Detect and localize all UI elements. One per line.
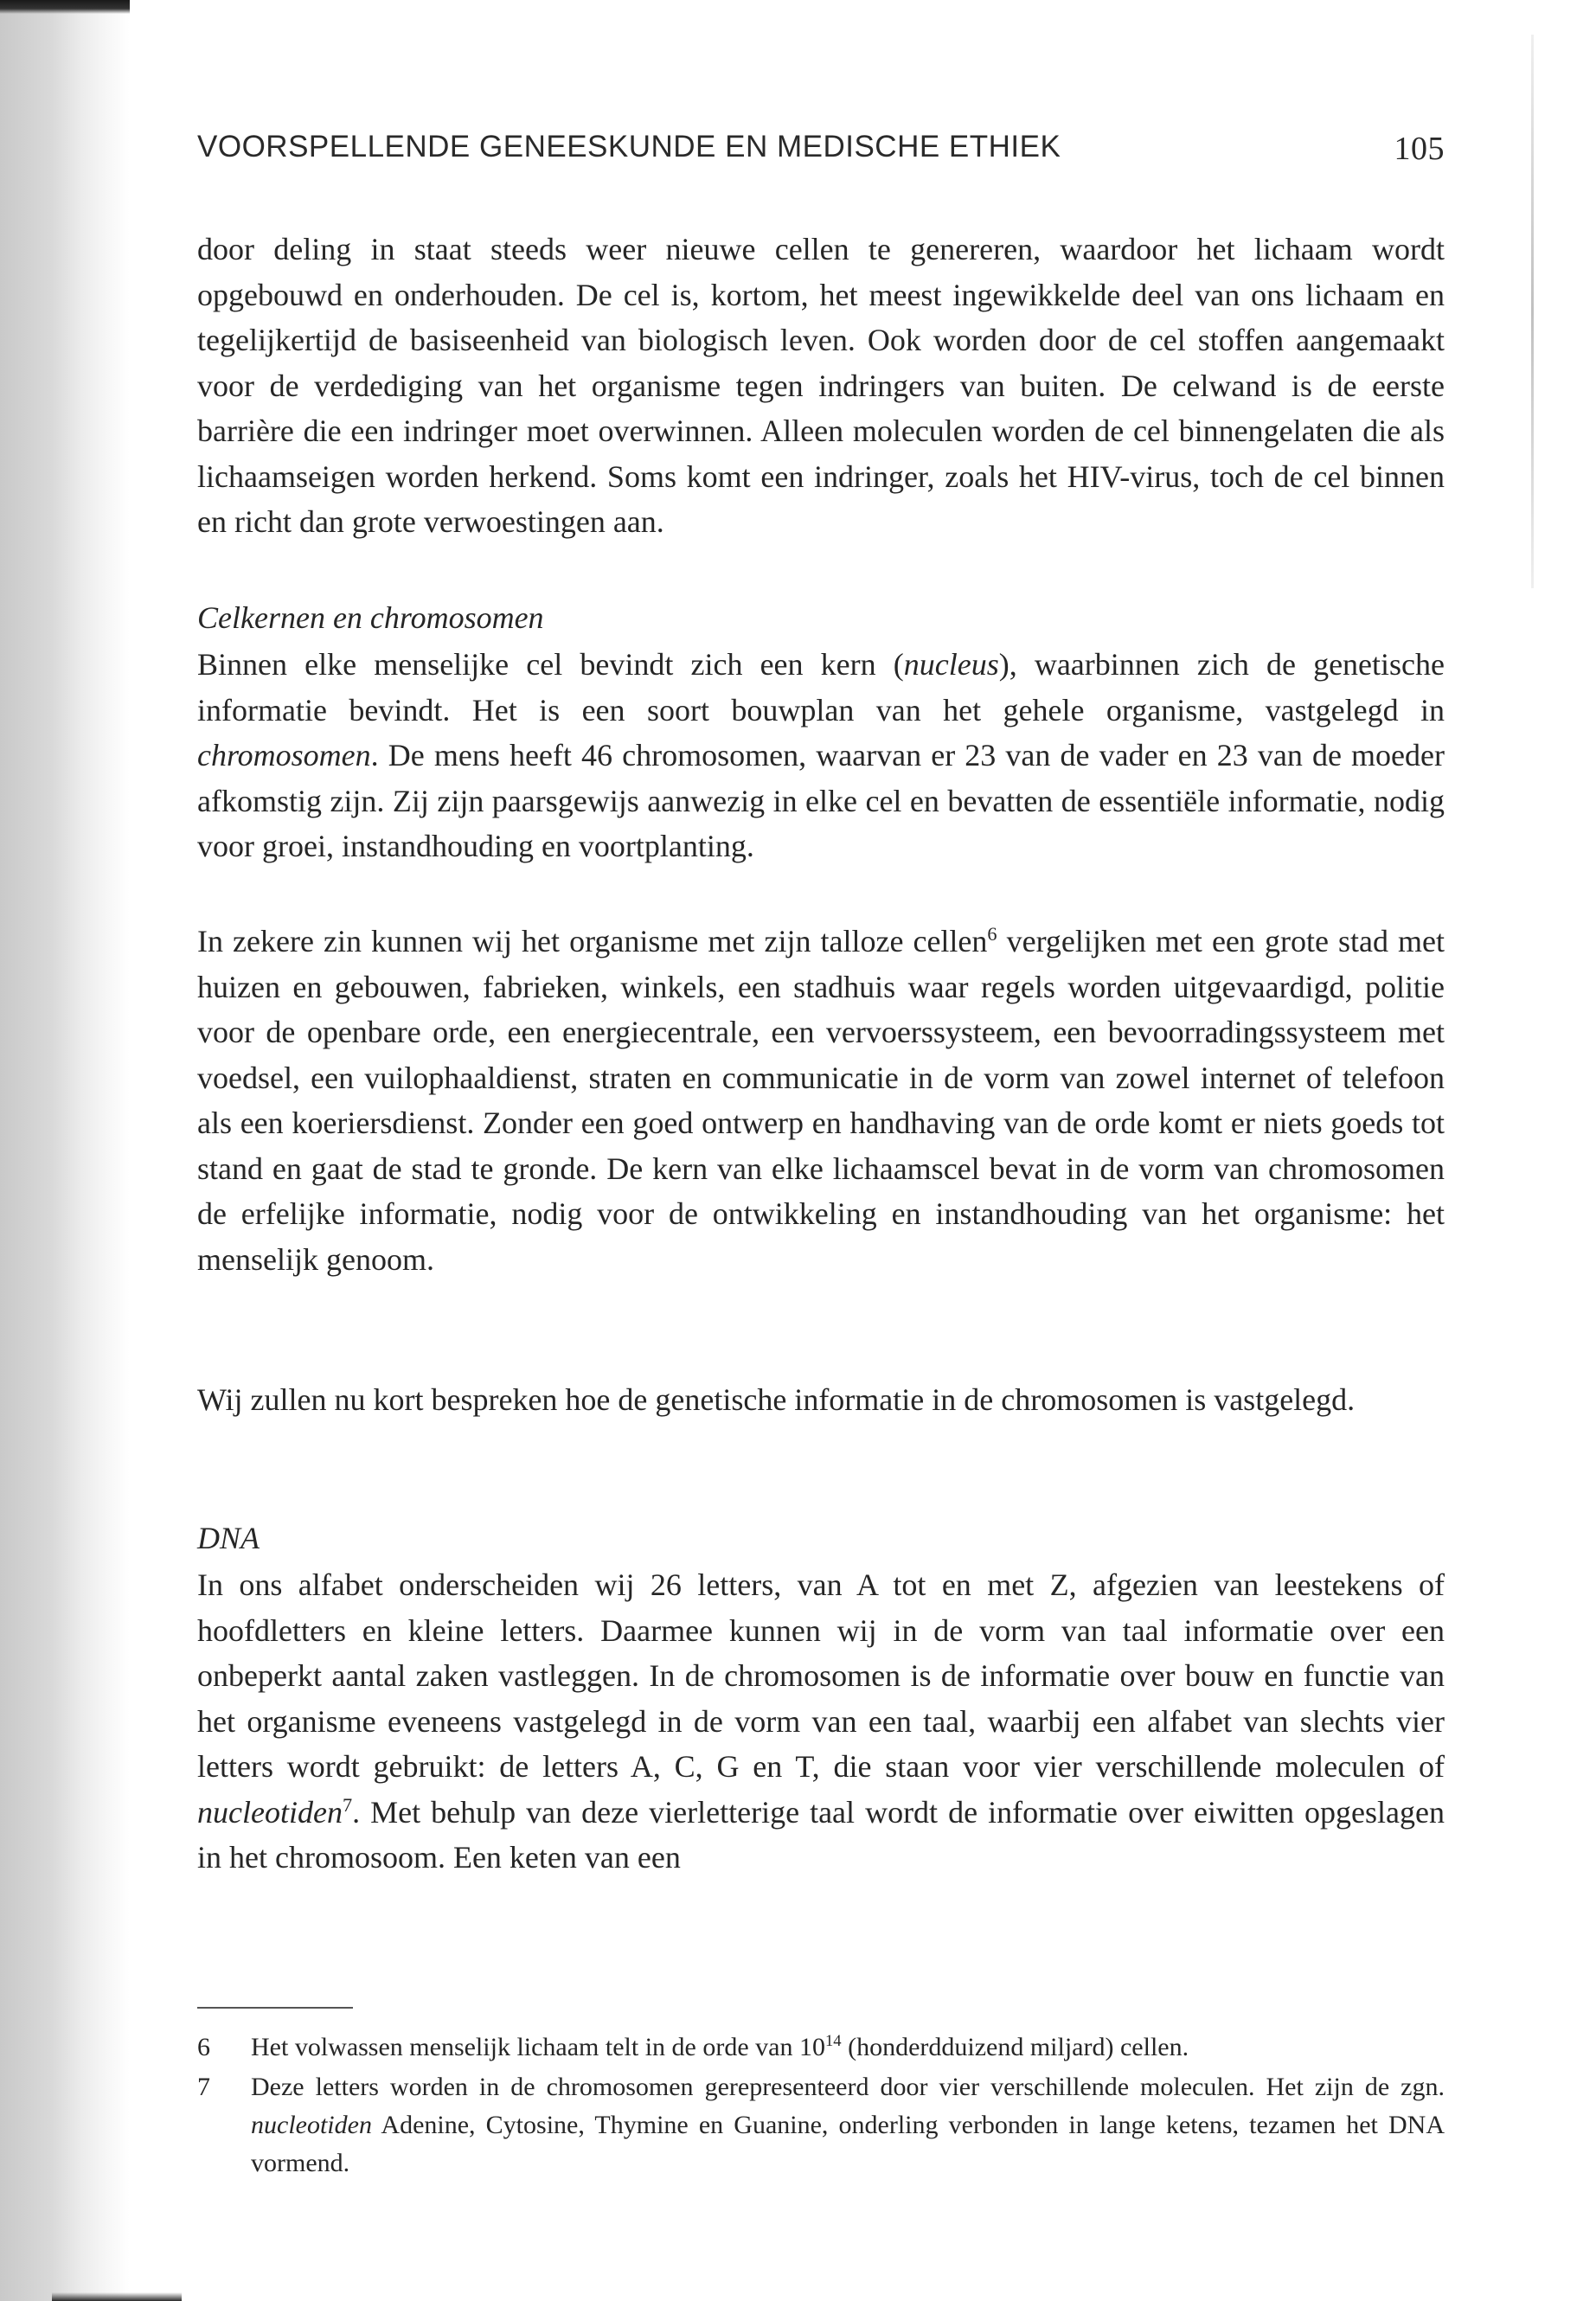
paragraph-text: In zekere zin kunnen wij het organisme met zijn talloze cellen$^6$ vergelijken met een grote stad met huizen en gebouwen, fabrieken, winkels, een stadhuis waar regels worden uitgevaardigd, politie voor de openbare orde, een energiecentrale, een vervoerssysteem, een bevoorradingssysteem met voedsel, een vuilophaaldienst, straten en communicatie in de vorm van zowel internet of telefoon als een koeriersdienst. Zonder een goed ontwerp en handhaving van de orde komt er niets goeds tot stand en gaat de stad te gronde. De kern van elke lichaamscel bevat in de vorm van chromosomen de erfelijke informatie, nodig voor de ontwikkeling en instandhouding van het organisme: het menselijk genoom. bbox=[197, 923, 1445, 1277]
footnote-separator bbox=[197, 2007, 353, 2009]
paragraph-dna bbox=[197, 1562, 1445, 1881]
footnote-7: 7 Deze letters worden in de chromosomen gerepresenteerd door vier verschillende moleculen. Het zijn de zgn. nucleotiden Adenine, Cytosine, Thymine en Guanine, onderling verbonden in lange ketens, tezamen het DNA vormend. bbox=[197, 2068, 1445, 2182]
page-number: 105 bbox=[1394, 131, 1445, 167]
footnote-6: 6 Het volwassen menselijk lichaam telt in de orde van $10^{14}$ (honderdduizend miljard) cellen. bbox=[197, 2029, 1445, 2067]
scan-gutter-shadow bbox=[0, 0, 130, 2301]
term-nucleus: nucleus bbox=[903, 647, 999, 682]
running-header-title: VOORSPELLENDE GENEESKUNDE EN MEDISCHE ETHIEK bbox=[197, 130, 1061, 163]
footnote-ref-7: 7 bbox=[342, 1793, 353, 1816]
paragraph-transition bbox=[197, 1377, 1445, 1423]
section-heading-celkernen: Celkernen en chromosomen bbox=[197, 600, 544, 635]
footnote-number: 6 bbox=[197, 2033, 210, 2061]
paragraph-text: Binnen elke menselijke cel bevindt zich een kern (nucleus), waarbinnen zich de genetische informatie bevindt. Het is een soort bouwplan van het gehele organisme, vastgelegd in chromosomen. De mens heeft 46 chromosomen, waarvan er 23 van de vader en 23 van de moeder afkomstig zijn. Zij zijn paarsgewijs aanwezig in elke cel en bevatten de essentiële informatie, nodig voor groei, instandhouding en voortplanting. bbox=[197, 647, 1445, 863]
paragraph-chromosomes bbox=[197, 642, 1445, 869]
paragraph-city-analogy bbox=[197, 919, 1445, 1282]
scan-bottom-mark bbox=[52, 2292, 182, 2301]
term-chromosomen: chromosomen bbox=[197, 738, 371, 772]
term-nucleotiden: nucleotiden bbox=[197, 1794, 343, 1830]
paragraph-cell-structure bbox=[197, 227, 1445, 545]
footnotes bbox=[197, 2029, 1445, 2184]
paragraph-text: door deling in staat steeds weer nieuwe cellen te genereren, waardoor het lichaam wordt opgebouwd en onderhouden. De cel is, kortom, het meest ingewikkelde deel van ons lichaam en tegelijkertijd de basiseenheid van biologisch leven. Ook worden door de cel stoffen aangemaakt voor de verdediging van het organisme tegen indringers van buiten. De celwand is de eerste barrière die een indringer moet overwinnen. Alleen moleculen worden de cel binnengelaten die als lichaamseigen worden herkend. Soms komt een indringer, zoals het HIV-virus, toch de cel binnen en richt dan grote verwoestingen aan. bbox=[197, 232, 1445, 539]
paragraph-text: In ons alfabet onderscheiden wij 26 letters, van A tot en met Z, afgezien van leestekens of hoofdletters en kleine letters. Daarmee kunnen wij in de vorm van taal informatie over een onbeperkt aantal zaken vastleggen. In de chromosomen is de informatie over bouw en functie van het organisme eveneens vastgelegd in de vorm van een taal, waarbij een alfabet van slechts vier letters wordt gebruikt: de letters A, C, G en T, die staan voor vier verschillende moleculen of nucleotiden$^7$. Met behulp van deze vierletterige taal wordt de informatie over eiwitten opgeslagen in het chromosoom. Een keten van een bbox=[197, 1567, 1445, 1875]
scan-corner-mark bbox=[0, 0, 130, 14]
footnote-number: 7 bbox=[197, 2073, 210, 2101]
footnote-ref-6: 6 bbox=[987, 923, 997, 945]
scan-right-edge bbox=[1531, 35, 1534, 588]
section-heading-dna: DNA bbox=[197, 1521, 260, 1555]
paragraph-text: Wij zullen nu kort bespreken hoe de genetische informatie in de chromosomen is vastgelegd. bbox=[197, 1382, 1356, 1417]
